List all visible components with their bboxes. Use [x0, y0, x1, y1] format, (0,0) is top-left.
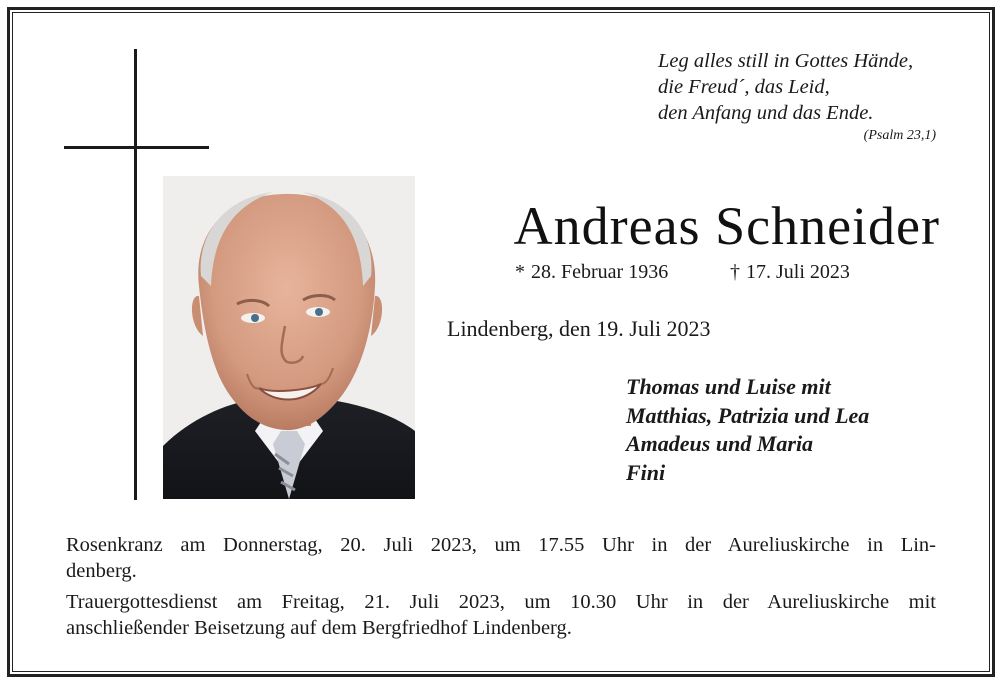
mourner-line: Matthias, Patrizia und Lea [626, 402, 870, 428]
death-date [730, 261, 850, 284]
mourners-list [626, 373, 956, 487]
mourner-line: Amadeus und Maria [626, 431, 814, 456]
verse-line: die Freud´, das Leid, [658, 76, 830, 98]
portrait-illustration [163, 176, 415, 499]
funeral-service-line: Trauergottesdienst am Freitag, 21. Juli 2023, um 10.30 Uhr in der Aureliuskirche mit [66, 591, 936, 613]
verse-line: Leg alles still in Gottes Hände, [658, 50, 914, 72]
death-date-text: 17. Juli 2023 [746, 261, 850, 283]
mourner-line: Thomas und Luise mit [626, 374, 831, 399]
portrait-photo [163, 176, 415, 499]
rosary-notice-line: Rosenkranz am Donnerstag, 20. Juli 2023, um 17.55 Uhr in der Aureliuskirche in Lin- [66, 534, 936, 556]
place-date: Lindenberg, den 19. Juli 2023 [447, 316, 711, 341]
funeral-service-line: anschließender Beisetzung auf dem Bergfriedhof Lindenberg. [66, 617, 572, 639]
death-dagger-icon: † [730, 261, 740, 283]
birth-date [515, 261, 668, 284]
rosary-notice-line: denberg. [66, 560, 137, 582]
deceased-name: Andreas Schneider [513, 196, 940, 256]
mourner-line: Fini [626, 459, 666, 485]
verse-line: den Anfang und das Ende. [658, 102, 874, 124]
birth-date-text: 28. Februar 1936 [531, 261, 669, 283]
verse-source: (Psalm 23,1) [863, 128, 936, 143]
bible-verse [658, 48, 958, 126]
funeral-service-notice [66, 589, 936, 641]
rosary-notice [66, 532, 936, 584]
cross-horizontal-beam [64, 146, 209, 149]
birth-star-icon: * [515, 261, 525, 283]
cross-vertical-beam [134, 49, 137, 500]
